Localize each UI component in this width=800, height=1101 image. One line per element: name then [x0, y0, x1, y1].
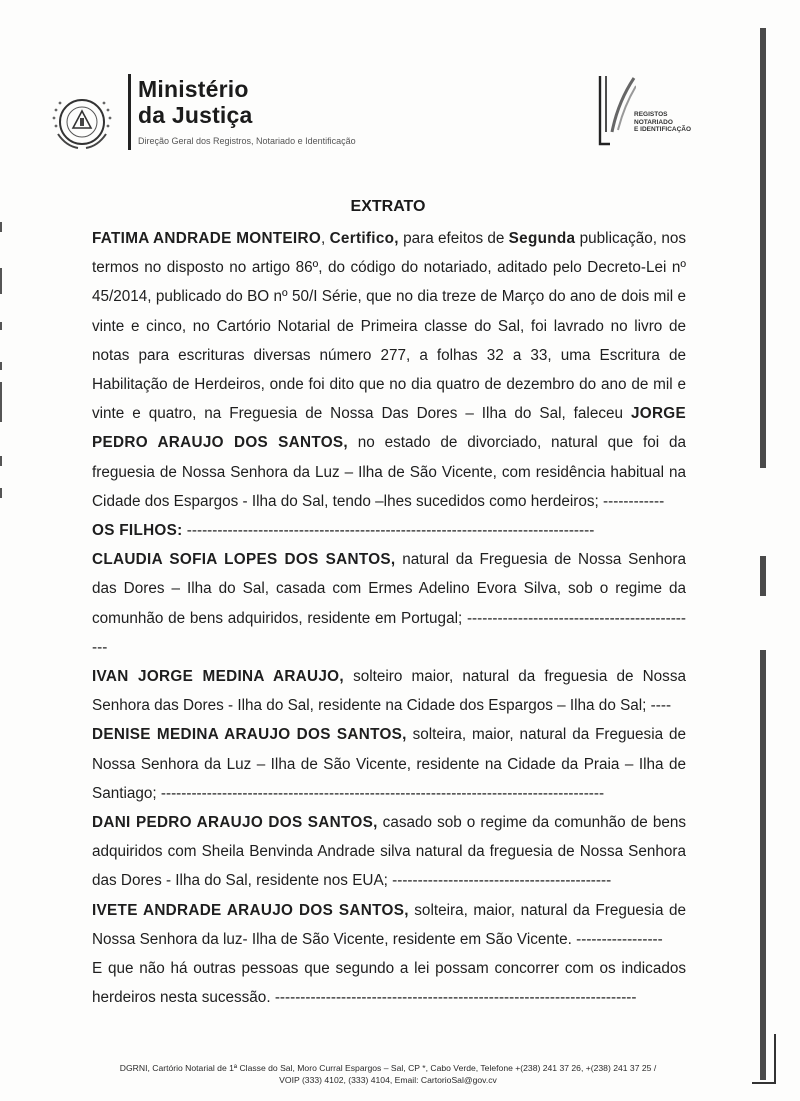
heir-details: casado sob o regime da comunhão de bens adquiridos com Sheila Benvinda Andrade silva natural da freguesia de Nossa Senhora das Dores - Ilha do Sal, residente nos EUA; ------------------------------------------- [92, 814, 686, 890]
directorate-subtitle: Direção Geral dos Registros, Notariado e Identificação [138, 136, 356, 146]
scan-edge-bar [760, 556, 766, 596]
deceased-name: JORGE PEDRO ARAUJO DOS SANTOS, [92, 405, 686, 452]
scan-edge-mark [0, 488, 2, 498]
ministry-line-2: da Justiça [138, 102, 253, 128]
document-body [92, 224, 686, 1012]
heir-entry [92, 545, 686, 662]
heir-details: solteiro maior, natural da freguesia de Nossa Senhora das Dores - Ilha do Sal, residente na Cidade dos Espargos – Ilha do Sal; ---- [92, 668, 686, 715]
closing-paragraph: E que não há outras pessoas que segundo a lei possam concorrer com os indicados herdeiros nesta sucessão. ----------------------------------------------------------------------- [92, 960, 686, 1007]
dash-fill: -------------------------------------------------------------------------------- [182, 522, 595, 540]
scan-edge-bar [760, 650, 766, 1080]
heir-details: solteira, maior, natural da Freguesia de Nossa Senhora da Luz – Ilha de São Vicente, residente na Cidade da Praia – Ilha de Santiago; --------------------------------------------------------------------------------------- [92, 726, 686, 802]
heir-entry [92, 896, 686, 954]
heir-name: DENISE MEDINA ARAUJO DOS SANTOS, [92, 726, 407, 744]
scan-edge-mark [0, 362, 2, 370]
heir-entry [92, 720, 686, 808]
cape-verde-seal-icon [44, 86, 120, 162]
scan-corner-mark [774, 1034, 776, 1084]
certification-paragraph [92, 224, 686, 516]
filhos-label: OS FILHOS: [92, 522, 183, 540]
scan-edge-mark [0, 322, 2, 330]
heir-name: DANI PEDRO ARAUJO DOS SANTOS, [92, 814, 378, 832]
heir-name: IVAN JORGE MEDINA ARAUJO, [92, 668, 344, 686]
ministry-line-1: Ministério [138, 76, 249, 102]
logo-line: REGISTOS [634, 111, 668, 118]
heir-details: natural da Freguesia de Nossa Senhora das Dores – Ilha do Sal, casada com Ermes Adelino Evora Silva, sob o regime da comunhão de bens adquiridos, residente em Portugal; ---------------------------------------------- [92, 551, 686, 656]
footer-line-2: VOIP (333) 4102, (333) 4104, Email: CartorioSal@gov.cv [279, 1075, 497, 1085]
logo-line: E IDENTIFICAÇÃO [634, 126, 692, 133]
footer-line-1: DGRNI, Cartório Notarial de 1ª Classe do Sal, Moro Curral Espargos – Sal, CP *, Cabo Verde, Telefone +(238) 241 37 26, +(238) 241 37 25 / [119, 1063, 657, 1073]
segunda-keyword: Segunda [508, 230, 576, 247]
scan-edge-mark [0, 222, 2, 232]
heir-entry [92, 662, 686, 720]
ministry-name [138, 76, 253, 128]
document-title: EXTRATO [350, 198, 426, 215]
certifico-keyword: Certifico, [329, 230, 399, 247]
registos-logo-icon [596, 72, 636, 148]
heir-details: solteira, maior, natural da Freguesia de Nossa Senhora da luz- Ilha de São Vicente, residente em São Vicente. ----------------- [92, 901, 686, 948]
registos-logo-text [634, 111, 691, 134]
text-run: , [321, 230, 330, 247]
heir-name: IVETE ANDRADE ARAUJO DOS SANTOS, [92, 901, 409, 919]
footer-contact [0, 1062, 776, 1086]
text-run: no estado de divorciado, natural que foi da freguesia de Nossa Senhora da Luz – Ilha de São Vicente, com residência habitual na Cidade dos Espargos - Ilha do Sal, tendo –lhes sucedidos como herdeiros; ------------ [92, 434, 686, 510]
heir-name: CLAUDIA SOFIA LOPES DOS SANTOS, [92, 551, 396, 569]
filhos-heading [92, 516, 686, 545]
scan-edge-mark [0, 268, 2, 294]
heir-entry [92, 808, 686, 896]
scan-corner-mark [752, 1082, 776, 1084]
text-run: publicação, nos termos no disposto no artigo 86º, do código do notariado, aditado pelo Decreto-Lei nº 45/2014, publicado do BO nº 50/I Série, que no dia treze de Março do ano de dois mil e vinte e cinco, no Cartório Notarial de Primeira classe do Sal, foi lavrado no livro de notas para escrituras diversas número 277, a folhas 32 a 33, uma Escritura de Habilitação de Herdeiros, onde foi dito que no dia quatro de dezembro do ano de mil e vinte e quatro, na Freguesia de Nossa Das Dores – Ilha do Sal, faleceu [92, 230, 686, 423]
text-run: para efeitos de [398, 230, 509, 247]
scan-edge-mark [0, 382, 2, 422]
header-divider [128, 74, 131, 150]
logo-line: NOTARIADO [634, 118, 673, 126]
scan-edge-mark [0, 456, 2, 466]
scan-edge-bar [760, 28, 766, 468]
notary-name: FATIMA ANDRADE MONTEIRO [92, 230, 322, 247]
